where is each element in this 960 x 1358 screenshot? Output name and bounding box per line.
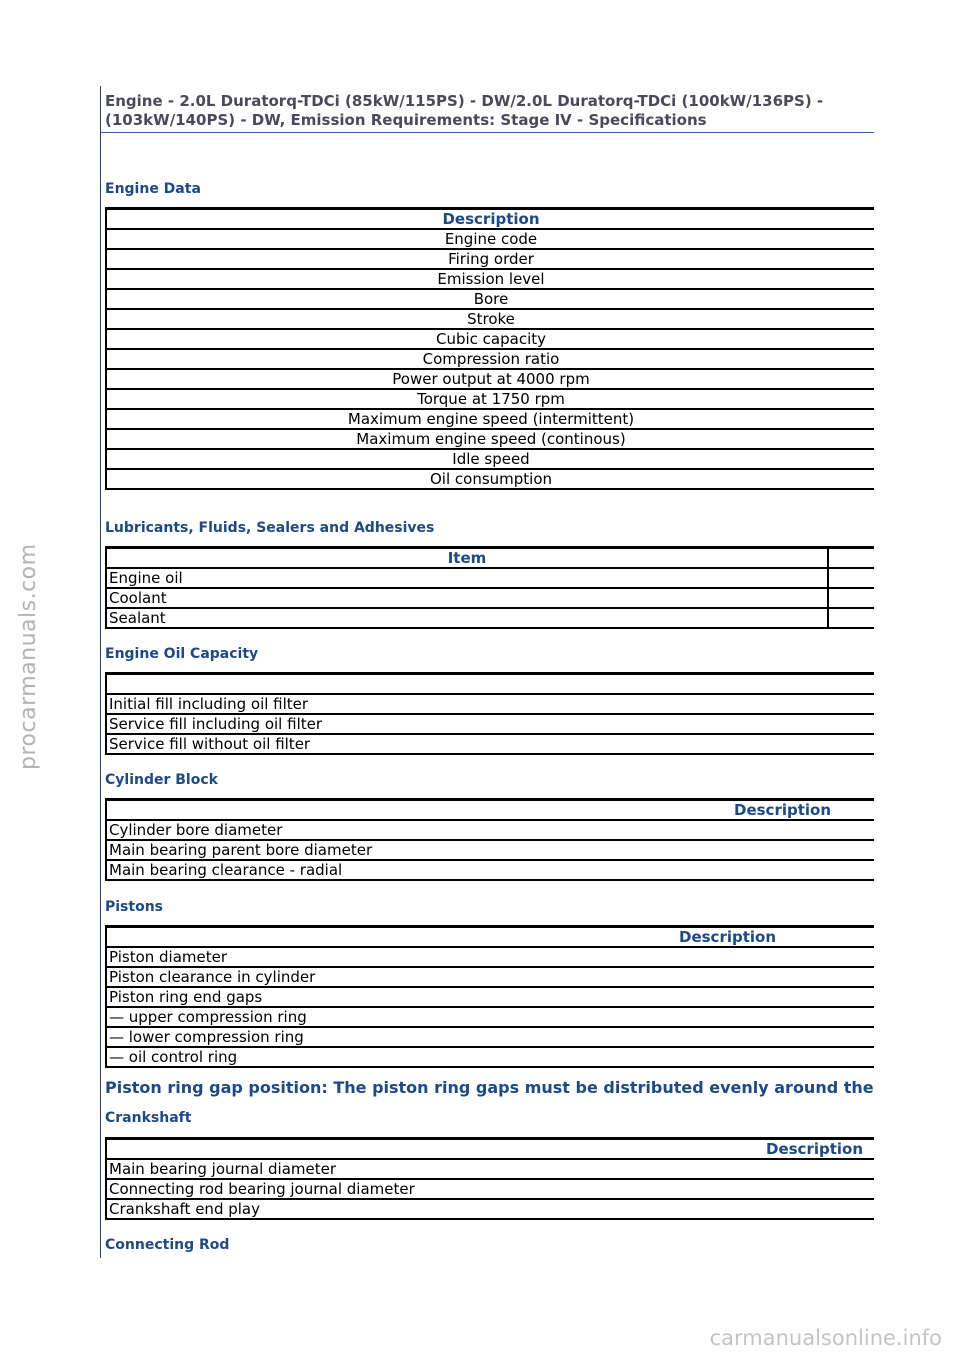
table-cell: Piston diameter bbox=[106, 947, 874, 967]
table-row bbox=[106, 1179, 874, 1199]
table-header-row bbox=[106, 800, 874, 821]
table-cell: Initial fill including oil filter bbox=[106, 694, 874, 714]
table-row bbox=[106, 1159, 874, 1179]
table-row bbox=[106, 820, 874, 840]
table-row bbox=[106, 269, 874, 289]
table-cell: Coolant bbox=[106, 588, 828, 608]
table-cell: Power output at 4000 rpm bbox=[106, 369, 874, 389]
table-cell: Main bearing parent bore diameter bbox=[106, 840, 874, 860]
pistons-table bbox=[105, 925, 874, 1068]
table-cell: Piston ring end gaps bbox=[106, 987, 874, 1007]
table-cell: Maximum engine speed (intermittent) bbox=[106, 409, 874, 429]
pistons-header-description: Description bbox=[106, 927, 874, 948]
pistons-title: Pistons bbox=[105, 899, 164, 915]
table-cell: — oil control ring bbox=[106, 1047, 874, 1067]
table-row bbox=[106, 947, 874, 967]
table-cell: Piston clearance in cylinder bbox=[106, 967, 874, 987]
spec-page bbox=[100, 86, 874, 1258]
table-row bbox=[106, 409, 874, 429]
engine-data-title: Engine Data bbox=[105, 181, 201, 197]
table-row bbox=[106, 449, 874, 469]
engine-data-header-description: Description bbox=[106, 209, 874, 230]
table-row bbox=[106, 860, 874, 880]
table-row bbox=[106, 568, 874, 588]
table-row bbox=[106, 714, 874, 734]
table-cell: Connecting rod bearing journal diameter bbox=[106, 1179, 874, 1199]
crankshaft-table bbox=[105, 1137, 874, 1220]
table-cell: Idle speed bbox=[106, 449, 874, 469]
table-cell: Compression ratio bbox=[106, 349, 874, 369]
cylinder-block-title: Cylinder Block bbox=[105, 772, 218, 788]
table-cell: Emission level bbox=[106, 269, 874, 289]
table-cell: Stroke bbox=[106, 309, 874, 329]
table-cell: Bore bbox=[106, 289, 874, 309]
table-row bbox=[106, 1199, 874, 1219]
table-cell: Sealant bbox=[106, 608, 828, 628]
table-row bbox=[106, 309, 874, 329]
cylinder-block-table bbox=[105, 798, 874, 881]
table-header-row bbox=[106, 1139, 874, 1160]
bottom-watermark: carmanualsonline.info bbox=[709, 1326, 942, 1350]
table-cell: Firing order bbox=[106, 249, 874, 269]
table-row bbox=[106, 1007, 874, 1027]
table-row bbox=[106, 694, 874, 714]
table-header-row bbox=[106, 548, 874, 569]
table-cell: — upper compression ring bbox=[106, 1007, 874, 1027]
table-cell-empty bbox=[828, 608, 874, 628]
table-row bbox=[106, 840, 874, 860]
cylinder-block-header-description: Description bbox=[106, 800, 874, 821]
piston-ring-gap-note: Piston ring gap position: The piston ring gaps must be distributed evenly around the bbox=[105, 1078, 874, 1097]
table-cell: Service fill without oil filter bbox=[106, 734, 874, 754]
table-header-row bbox=[106, 927, 874, 948]
oil-capacity-header bbox=[106, 674, 874, 695]
table-cell: Main bearing journal diameter bbox=[106, 1159, 874, 1179]
page-header bbox=[101, 86, 874, 133]
table-row bbox=[106, 229, 874, 249]
header-line-2: (103kW/140PS) - DW, Emission Requirements: Stage IV - Specifications bbox=[105, 111, 707, 129]
oil-capacity-table bbox=[105, 672, 874, 755]
crankshaft-title: Crankshaft bbox=[105, 1110, 192, 1126]
lubricants-table bbox=[105, 546, 874, 629]
table-row bbox=[106, 329, 874, 349]
table-row bbox=[106, 249, 874, 269]
table-cell: Engine code bbox=[106, 229, 874, 249]
table-header-row bbox=[106, 209, 874, 230]
table-row bbox=[106, 1047, 874, 1067]
table-row bbox=[106, 1027, 874, 1047]
table-row bbox=[106, 429, 874, 449]
table-cell: Cubic capacity bbox=[106, 329, 874, 349]
table-row bbox=[106, 369, 874, 389]
table-cell: Crankshaft end play bbox=[106, 1199, 874, 1219]
table-cell: — lower compression ring bbox=[106, 1027, 874, 1047]
table-cell: Maximum engine speed (continous) bbox=[106, 429, 874, 449]
table-cell-empty bbox=[828, 568, 874, 588]
table-cell-empty bbox=[828, 588, 874, 608]
connecting-rod-title: Connecting Rod bbox=[105, 1237, 230, 1253]
table-row bbox=[106, 608, 874, 628]
table-row bbox=[106, 987, 874, 1007]
table-cell: Service fill including oil filter bbox=[106, 714, 874, 734]
table-cell: Torque at 1750 rpm bbox=[106, 389, 874, 409]
table-row bbox=[106, 389, 874, 409]
table-row bbox=[106, 967, 874, 987]
crankshaft-header-description: Description bbox=[106, 1139, 874, 1160]
engine-data-table bbox=[105, 207, 874, 490]
header-line-1: Engine - 2.0L Duratorq-TDCi (85kW/115PS) - DW/2.0L Duratorq-TDCi (100kW/136PS) - bbox=[105, 92, 824, 110]
lubricants-header-item: Item bbox=[106, 548, 828, 569]
lubricants-title: Lubricants, Fluids, Sealers and Adhesives bbox=[105, 520, 435, 536]
table-header-row bbox=[106, 674, 874, 695]
table-cell: Main bearing clearance - radial bbox=[106, 860, 874, 880]
table-row bbox=[106, 734, 874, 754]
table-row bbox=[106, 588, 874, 608]
lubricants-header-blank bbox=[828, 548, 874, 569]
table-cell: Cylinder bore diameter bbox=[106, 820, 874, 840]
table-row bbox=[106, 469, 874, 489]
side-watermark: procarmanuals.com bbox=[16, 543, 41, 770]
table-row bbox=[106, 349, 874, 369]
table-cell: Engine oil bbox=[106, 568, 828, 588]
oil-capacity-title: Engine Oil Capacity bbox=[105, 646, 259, 662]
table-cell: Oil consumption bbox=[106, 469, 874, 489]
table-row bbox=[106, 289, 874, 309]
